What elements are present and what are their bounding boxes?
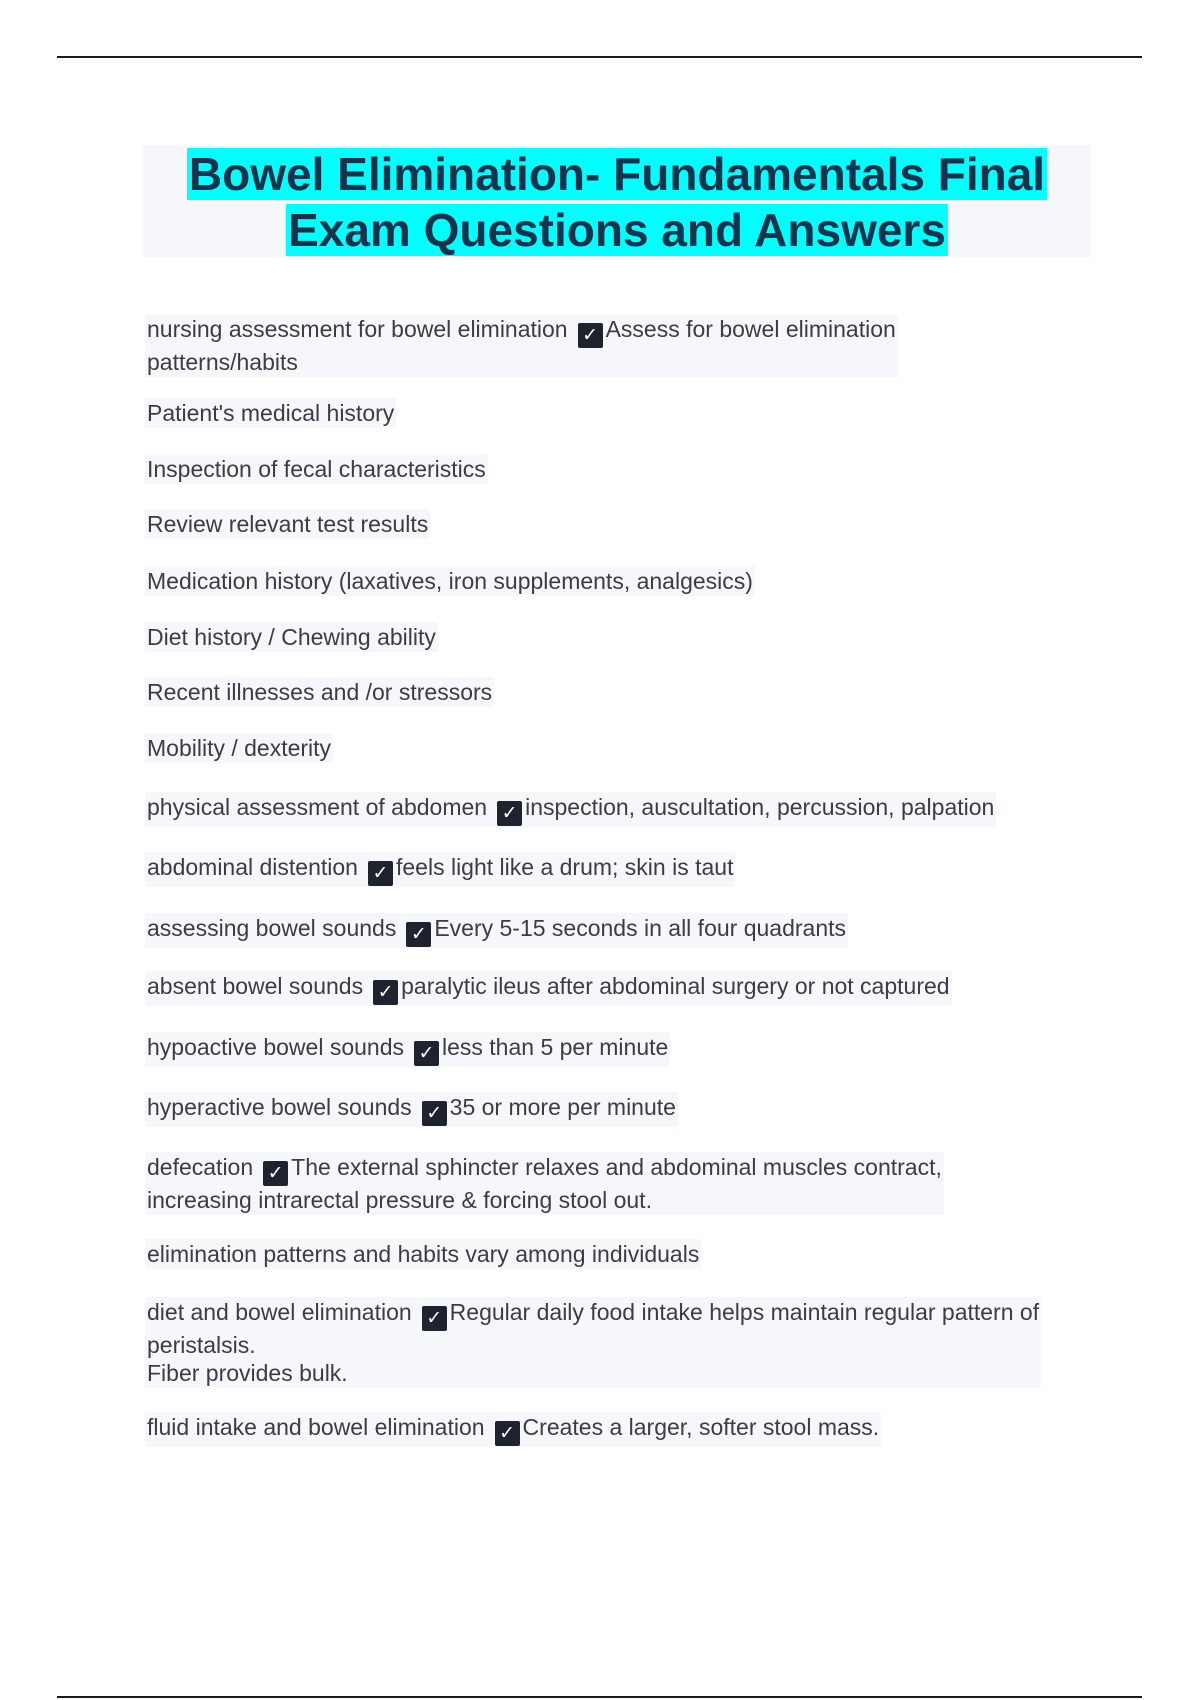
answer-text-continued: increasing intrarectal pressure & forcing stool out. [147, 1187, 652, 1213]
list-item [145, 566, 755, 596]
qa-entry [145, 1152, 944, 1215]
list-item-text: Mobility / dexterity [147, 735, 332, 761]
question-term: fluid intake and bowel elimination [147, 1414, 485, 1440]
qa-entry [145, 1297, 1041, 1388]
check-box-icon: ✓ [368, 861, 393, 886]
question-term: assessing bowel sounds [147, 915, 397, 941]
question-term: nursing assessment for bowel elimination [147, 316, 568, 342]
answer-text: paralytic ileus after abdominal surgery or not captured [401, 973, 950, 999]
qa-entry [145, 1412, 881, 1447]
list-item [145, 622, 438, 652]
answer-text-continued: peristalsis. [147, 1332, 256, 1358]
answer-text-continued: patterns/habits [147, 349, 298, 375]
answer-text: Regular daily food intake helps maintain regular pattern of [449, 1299, 1040, 1325]
list-item [145, 509, 430, 539]
list-item [145, 454, 488, 484]
answer-text-continued: Fiber provides bulk. [147, 1360, 348, 1386]
question-term: absent bowel sounds [147, 973, 364, 999]
check-box-icon: ✓ [497, 801, 522, 826]
qa-entry [145, 971, 952, 1006]
answer-text: The external sphincter relaxes and abdominal muscles contract, [291, 1154, 942, 1180]
qa-entry [145, 314, 898, 377]
answer-text: 35 or more per minute [449, 1094, 676, 1120]
answer-text: Creates a larger, softer stool mass. [522, 1414, 880, 1440]
list-item-text: Diet history / Chewing ability [147, 624, 436, 650]
list-item-text: Review relevant test results [147, 511, 429, 537]
top-rule [57, 56, 1142, 58]
check-box-icon: ✓ [414, 1041, 439, 1066]
title-block [143, 145, 1091, 257]
check-box-icon: ✓ [495, 1421, 520, 1446]
qa-entry [145, 852, 735, 887]
question-term: diet and bowel elimination [147, 1299, 412, 1325]
check-box-icon: ✓ [373, 980, 398, 1005]
check-box-icon: ✓ [263, 1161, 288, 1186]
page-title-line-1: Bowel Elimination- Fundamentals Final [188, 148, 1046, 200]
question-term: hyperactive bowel sounds [147, 1094, 412, 1120]
question-term: abdominal distention [147, 854, 358, 880]
check-box-icon: ✓ [422, 1306, 447, 1331]
qa-entry [145, 792, 996, 827]
answer-text: less than 5 per minute [442, 1034, 669, 1060]
answer-text: Every 5-15 seconds in all four quadrants [434, 915, 847, 941]
list-item-text: Recent illnesses and /or stressors [147, 679, 493, 705]
list-item [145, 677, 494, 707]
check-box-icon: ✓ [422, 1101, 447, 1126]
question-term: hypoactive bowel sounds [147, 1034, 404, 1060]
list-item-text: Inspection of fecal characteristics [147, 456, 486, 482]
question-term: physical assessment of abdomen [147, 794, 488, 820]
answer-text: feels light like a drum; skin is taut [395, 854, 734, 880]
list-item [145, 733, 333, 763]
list-item-text: elimination patterns and habits vary among individuals [147, 1241, 700, 1267]
qa-entry [145, 1032, 670, 1067]
bottom-rule [57, 1696, 1142, 1698]
list-item [145, 1239, 701, 1269]
qa-entry [145, 913, 848, 948]
list-item [145, 398, 396, 428]
answer-text: inspection, auscultation, percussion, palpation [525, 794, 995, 820]
check-box-icon: ✓ [578, 323, 603, 348]
list-item-text: Patient's medical history [147, 400, 395, 426]
check-box-icon: ✓ [406, 922, 431, 947]
question-term: defecation [147, 1154, 254, 1180]
page-title-line-2: Exam Questions and Answers [288, 204, 946, 256]
list-item-text: Medication history (laxatives, iron supplements, analgesics) [147, 568, 753, 594]
answer-text: Assess for bowel elimination [605, 316, 896, 342]
qa-entry [145, 1092, 678, 1127]
